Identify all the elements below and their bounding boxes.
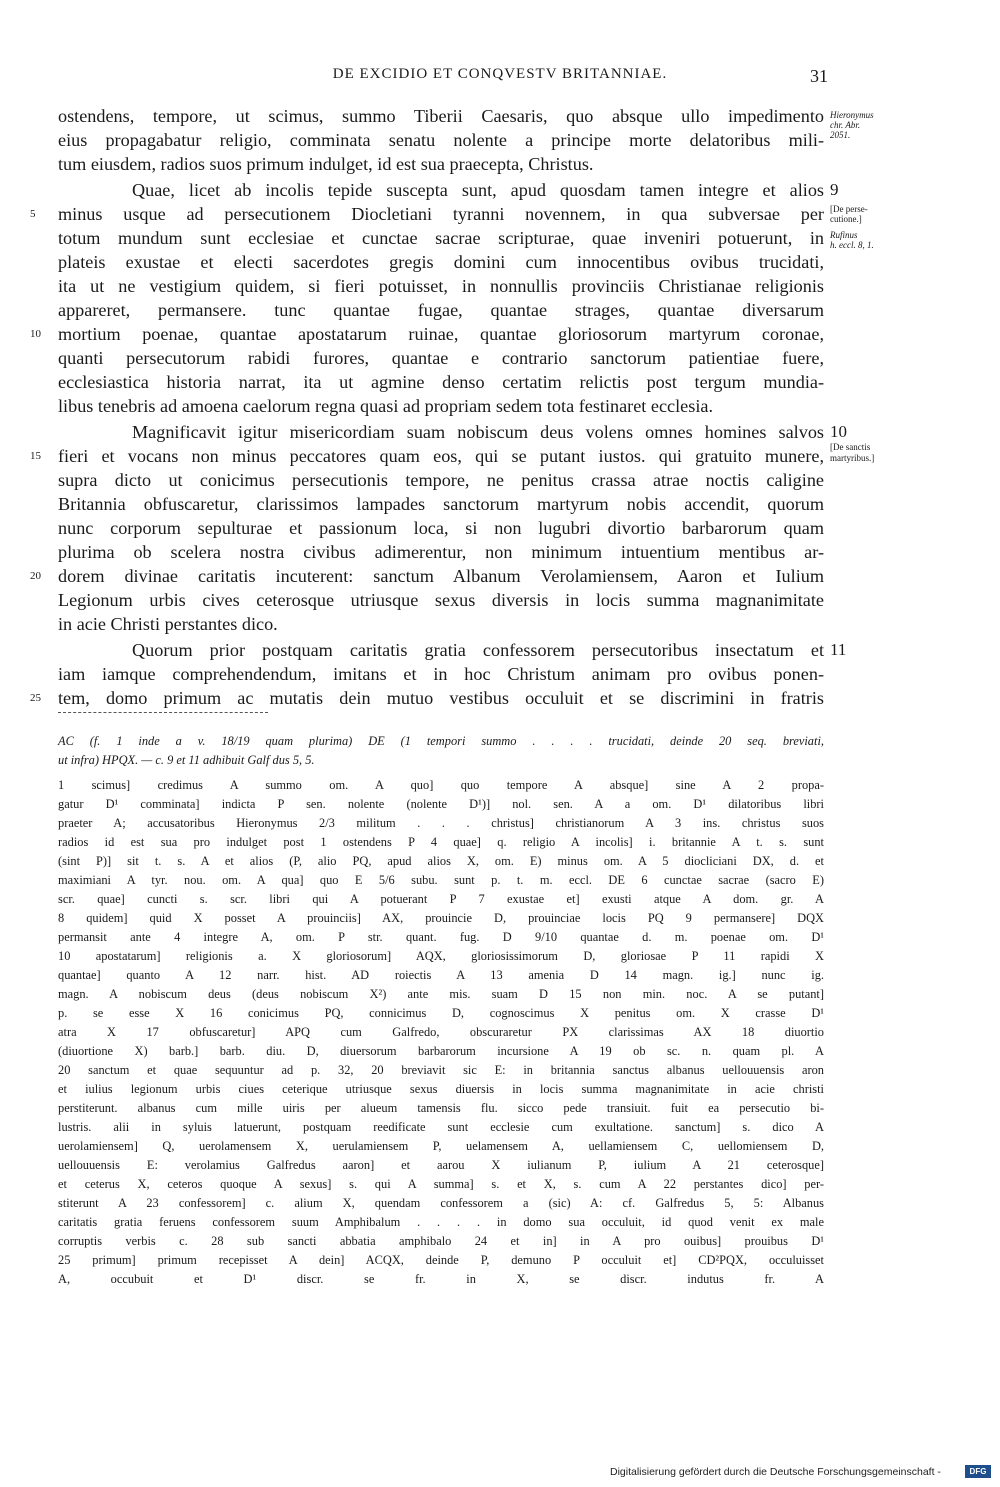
apparatus-line: 20 sanctum et quae sequuntur ad p. 32, 20 breviavit sic E: in britannia sanctus albanus uellouuensis aron: [58, 1063, 824, 1077]
apparatus-line: (sint P)] sit t. s. A et alios (P, alio PQ, apud alios X, om. E) minus om. A 5 diocliciani DX, d. et: [58, 854, 824, 868]
text-line: in acie Christi perstantes dico.: [58, 614, 278, 634]
apparatus-line: stiterunt A 23 confessorem] c. alium X, quendam confessorem a (sic) A: cf. Galfredus 5, 5: Albanus: [58, 1196, 824, 1210]
text-line: Legionum urbis cives ceterosque utriusque sexus diversis in locis summa magnanimitate: [58, 590, 824, 610]
apparatus-line: A, occubuit et D¹ discr. se fr. in X, se discr. indutus fr. A: [58, 1272, 824, 1286]
apparatus-line: perstiterunt. albanus cum mille uiris per alueum tamensis flu. sicco pede transiuit. fuit ea persecutio bi-: [58, 1101, 824, 1115]
apparatus-line: maximiani A tyr. nou. om. A qua] quo E 5/6 subu. sunt p. t. m. eccl. DE 6 cunctae sacrae (sacro E): [58, 873, 824, 887]
text-line: dorem divinae caritatis incuterent: sanctum Albanum Verolamiensem, Aaron et Iulium: [58, 566, 824, 586]
apparatus-line: corruptis verbis c. 28 sub sancti abbatia amphibalo 24 et in] in A pro ouibus] prouibus D¹: [58, 1234, 824, 1248]
running-header: DE EXCIDIO ET CONQVESTV BRITANNIAE.: [332, 66, 668, 82]
sidenote-line: martyribus.]: [830, 453, 875, 463]
apparatus-line: 8 quidem] quid X posset A prouinciis] AX, prouincie D, prouinciae locis PQ 9 permansere] DQX: [58, 911, 824, 925]
text-line: ita ut ne vestigium quidem, si fieri potuisset, in nonnullis provinciis Christianae religionis: [58, 276, 824, 296]
apparatus-line: lustris. alii in syluis latuerunt, postquam reedificate sunt ecclesie cum exultatione. sanctum] s. dico A: [58, 1120, 824, 1134]
text-line: appareret, permansere. tunc quantae fugae, quantae strages, quantae diversarum: [58, 300, 824, 320]
apparatus-line: atra X 17 obfuscaretur] APQ cum Galfredo, obscuraretur PX clarissimas AX 18 diuortio: [58, 1025, 824, 1039]
chapter-number: 11: [830, 640, 847, 659]
sidenote-line: chr. Abr.: [830, 120, 861, 130]
text-line: ostendens, tempore, ut scimus, summo Tiberii Caesaris, quo absque ullo impedimento: [58, 106, 824, 126]
apparatus-line: et ceterus X, ceteros quoque A sexus] s. qui A summa] s. et X, s. cum A 22 perstantes dico] per-: [58, 1177, 824, 1191]
apparatus-line: caritatis gratia feruens confessorem suum Amphibalum . . . . in domo sua occuluit, id quod venit ex male: [58, 1215, 824, 1229]
text-line: quanti persecutorum rabidi furores, quantae e contrario sanctorum patientiae fuere,: [58, 348, 824, 368]
apparatus-line: permansit ante 4 integre A, om. P str. quant. fug. D 9/10 quantae d. m. poenae om. D¹: [58, 930, 824, 944]
dfg-logo: DFG: [965, 1465, 991, 1478]
chapter-number: 10: [830, 422, 847, 441]
digitization-credit: Digitalisierung gefördert durch die Deutsche Forschungsgemeinschaft -: [610, 1466, 941, 1478]
text-line: supra dicto ut conicimus persecutionis tempore, ne penitus crassa atrae noctis caligine: [58, 470, 824, 490]
text-line: plurima ob scelera nostra civibus adimerentur, non minimum intuentium mentibus ar-: [58, 542, 824, 562]
apparatus-line: p. se esse X 16 conicimus PQ, connicimus D, cognoscimus X penitus om. X crasse D¹: [58, 1006, 824, 1020]
sidenote-line: [De perse-: [830, 204, 868, 214]
apparatus-line: radios id est sua pro indulget post 1 ostendens P 4 quae] q. religio A incolis] i. britannie A t. s. sunt: [58, 835, 824, 849]
text-line: tem, domo primum ac mutatis dein mutuo vestibus occuluit et se discrimini in fratris: [58, 688, 824, 708]
line-number: 25: [30, 692, 41, 704]
text-line: tum eiusdem, radios suos primum indulget, id est sua praecepta, Christus.: [58, 154, 594, 174]
apparatus-line: magn. A nobiscum deus (deus nobiscum X²) ante mis. suam D 15 non min. noc. A se putant]: [58, 987, 824, 1001]
line-number: 20: [30, 570, 41, 582]
line-number: 5: [30, 208, 36, 220]
text-line: ecclesiastica historia narrat, ita ut agmine denso certatim relictis post tergum mundia-: [58, 372, 824, 392]
text-line: minus usque ad persecutionem Diocletiani tyranni novennem, in qua subversae per: [58, 204, 824, 224]
page-number: 31: [810, 66, 828, 86]
apparatus-line: [58, 1289, 824, 1309]
text-line: totum mundum sunt ecclesiae et cunctae sacrae scripturae, quae inveniri potuerunt, in: [58, 228, 824, 248]
line-number: 10: [30, 328, 41, 340]
apparatus-line: uerolamiensem] Q, uerolamensem X, uerulamiensem P, uelamensem A, uellamiensem C, uellomiensem D,: [58, 1139, 824, 1153]
sidenote-line: 2051.: [830, 130, 851, 140]
apparatus-line: quantae] quanto A 12 narr. hist. AD roiectis A 13 amenia D 14 magn. ig.] nunc ig.: [58, 968, 824, 982]
sidenote-line: cutione.]: [830, 214, 862, 224]
text-line: nunc corporum sepulturae et passionum loca, si non lugubri divortio barbarorum quam: [58, 518, 824, 538]
text-line: plateis exustae et electi sacerdotes gregis domini cum innocentibus ovibus trucidati,: [58, 252, 824, 272]
text-line: Magnificavit igitur misericordiam suam nobiscum deus volens omnes homines salvos: [132, 422, 824, 442]
text-line: mortium poenae, quantae apostatarum ruinae, quantae gloriosorum martyrum coronae,: [58, 324, 824, 344]
sidenote-line: Rufinus: [830, 230, 858, 240]
apparatus-line: AC (f. 1 inde a v. 18/19 quam plurima) DE (1 tempori summo . . . . trucidati, deinde 20 seq. breviati,: [58, 734, 824, 748]
apparatus-line: praeter A; accusatoribus Hieronymus 2/3 militum . . . christus] christianorum A 3 ins. christus suos: [58, 816, 824, 830]
text-line: eius propagabatur religio, comminata senatu nolente a principe morte delatoribus mili-: [58, 130, 824, 150]
text-line: Quae, licet ab incolis tepide suscepta sunt, apud quosdam tamen integre et alios: [132, 180, 824, 200]
sidenote-line: [De sanctis: [830, 442, 871, 452]
sidenote-line: Hieronymus: [830, 110, 874, 120]
apparatus-line: scr. quae] cuncti s. scr. libri qui A potuerant P 7 exustae et] exusti atque A dom. gr. A: [58, 892, 824, 906]
apparatus-line: et iulius legionum urbis ciues ceterique utriusque sexus diuersis in locis summa magnanimitate in acie christi: [58, 1082, 824, 1096]
apparatus-line: ut infra) HPQX. — c. 9 et 11 adhibuit Galf dus 5, 5.: [58, 753, 315, 767]
apparatus-line: (diuortione X) barb.] barb. diu. D, diuersorum barbarorum incursione A 19 ob sc. n. quam pl. A: [58, 1044, 824, 1058]
apparatus-line: 10 apostatarum] religionis a. X gloriosorum] AQX, gloriosissimorum D, gloriosae P 11 rapidi X: [58, 949, 824, 963]
line-number: 15: [30, 450, 41, 462]
apparatus-line: gatur D¹ comminata] indicta P sen. nolente (nolente D¹)] nol. sen. A a om. D¹ dilatoribus libri: [58, 797, 824, 811]
text-line: iam iamque comprehendendum, imitans et in hoc Christum animam pro ovibus ponen-: [58, 664, 824, 684]
text-line: libus tenebris ad amoena caelorum regna quasi ad propriam sedem tota festinaret ecclesia.: [58, 396, 713, 416]
text-line: fieri et vocans non minus peccatores quam eos, qui se putant iustos. qui gratuito munere,: [58, 446, 824, 466]
apparatus-line: 1 scimus] credimus A summo om. A quo] quo tempore A absque] sine A 2 propa-: [58, 778, 824, 792]
apparatus-line: 25 primum] primum recepisset A dein] ACQX, deinde P, demuno P occuluit et] CD²PQX, occuluisset: [58, 1253, 824, 1267]
chapter-number: 9: [830, 180, 839, 199]
sidenote-line: h. eccl. 8, 1.: [830, 240, 874, 250]
separator-rule: [58, 712, 268, 723]
apparatus-line: uellouuensis E: verolamius Galfredus aaron] et aarou X iulianum P, iulium A 21 ceterosque]: [58, 1158, 824, 1172]
text-line: Britannia obfuscaretur, clarissimos lampades sanctorum martyrum nobis accendit, quorum: [58, 494, 824, 514]
text-line: Quorum prior postquam caritatis gratia confessorem persecutoribus insectatum et: [132, 640, 824, 660]
